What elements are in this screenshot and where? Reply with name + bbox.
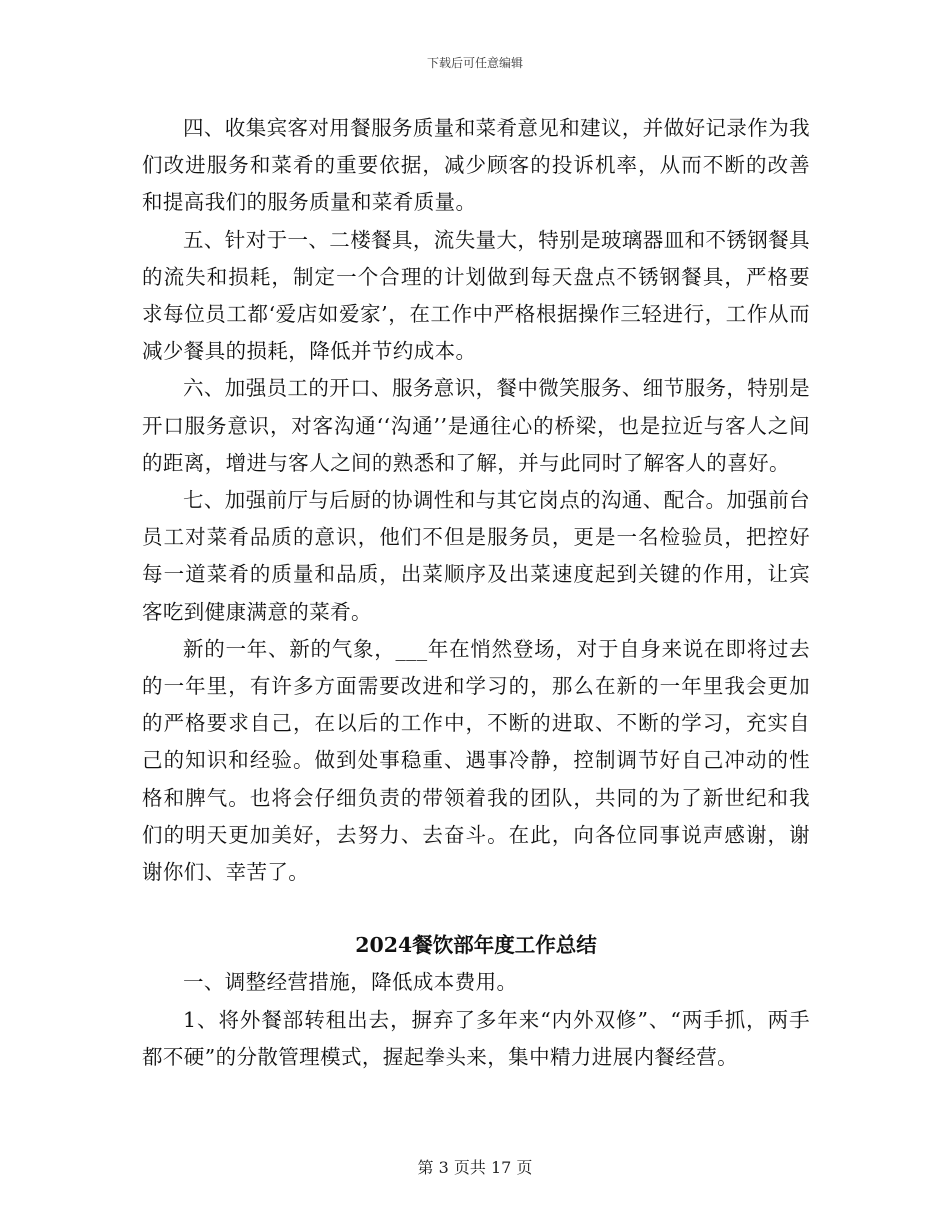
page-number: 第 3 页共 17 页	[417, 1158, 533, 1177]
paragraph-new-year: 新的一年、新的气象，___年在悄然登场，对于自身来说在即将过去的一年里，有许多方面需要改进和学习的，那么在新的一年里我会更加的严格要求自己，在以后的工作中，不断的进取、不断的学习，充实自己的知识和经验。做到处事稳重、遇事冷静，控制调节好自己冲动的性格和脾气。也将会仔细负责的带领着我的团队，共同的为了新世纪和我们的明天更加美好，去努力、去奋斗。在此，向各位同事说声感谢，谢谢你们、幸苦了。	[142, 636, 810, 885]
paragraph-6: 六、加强员工的开口、服务意识，餐中微笑服务、细节服务，特别是开口服务意识，对客沟通‘‘沟通’’是通往心的桥梁，也是拉近与客人之间的距离，增进与客人之间的熟悉和了解，并与此同时了解客人的喜好。	[142, 376, 810, 475]
section-paragraph-2: 1、将外餐部转租出去，摒弃了多年来“内外双修”、“两手抓，两手都不硬”的分散管理模式，握起拳头来，集中精力进展内餐经营。	[142, 1007, 810, 1069]
section-title: 2024餐饮部年度工作总结	[355, 933, 597, 958]
paragraph-4: 四、收集宾客对用餐服务质量和菜肴意见和建议，并做好记录作为我们改进服务和菜肴的重要依据，减少顾客的投诉机率，从而不断的改善和提高我们的服务质量和菜肴质量。	[142, 116, 810, 215]
section-paragraph-1: 一、调整经营措施，降低成本费用。	[183, 970, 518, 995]
paragraph-7: 七、加强前厅与后厨的协调性和与其它岗点的沟通、配合。加强前台员工对菜肴品质的意识，他们不但是服务员，更是一名检验员，把控好每一道菜肴的质量和品质，出菜顺序及出菜速度起到关键的作用，让宾客吃到健康满意的菜肴。	[142, 488, 810, 624]
header-note: 下载后可任意编辑	[426, 56, 523, 70]
document-body	[142, 110, 810, 1076]
paragraph-5: 五、针对于一、二楼餐具，流失量大，特别是玻璃器皿和不锈钢餐具的流失和损耗，制定一个合理的计划做到每天盘点不锈钢餐具，严格要求每位员工都‘爱店如爱家’，在工作中严格根据操作三轻进行，工作从而减少餐具的损耗，降低并节约成本。	[142, 227, 810, 364]
